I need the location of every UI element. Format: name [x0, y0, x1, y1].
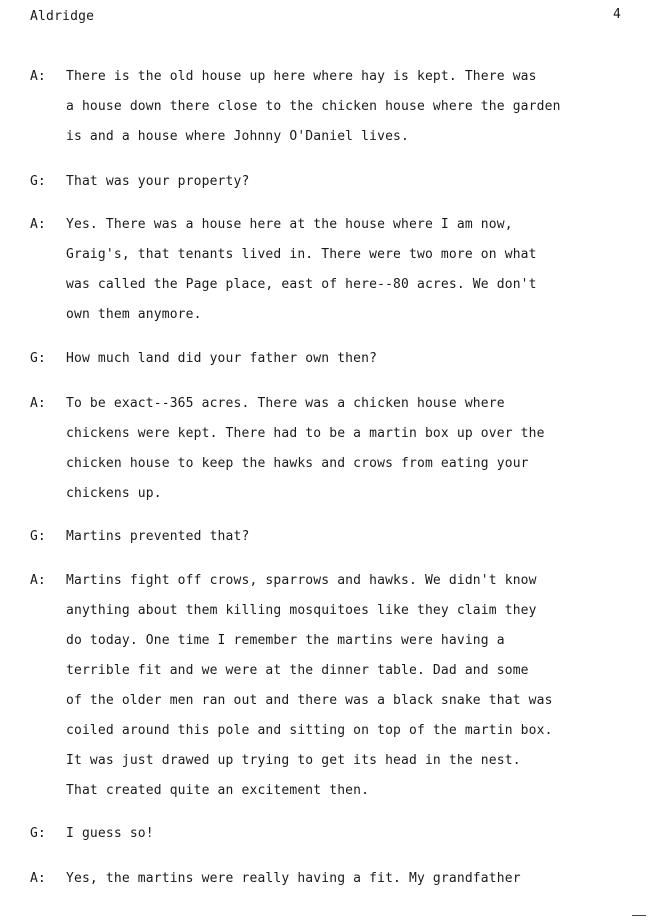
transcript-line: Martins fight off crows, sparrows and hawks. We didn't know	[66, 573, 537, 588]
transcript-line: own them anymore.	[66, 307, 202, 322]
transcript-line: Martins prevented that?	[66, 529, 250, 544]
transcript-line: Graig's, that tenants lived in. There were two more on what	[66, 247, 537, 262]
transcript-line: To be exact--365 acres. There was a chicken house where	[66, 396, 505, 411]
speaker-label: A:	[30, 871, 46, 886]
page-edge-mark	[632, 915, 646, 916]
transcript-line: How much land did your father own then?	[66, 351, 378, 366]
header-name: Aldridge	[30, 9, 95, 24]
speaker-label: A:	[30, 396, 46, 411]
speaker-label: A:	[30, 69, 46, 84]
transcript-line: terrible fit and we were at the dinner table. Dad and some	[66, 663, 529, 678]
page-number: 4	[613, 7, 621, 22]
transcript-line: a house down there close to the chicken house where the garden	[66, 99, 561, 114]
transcript-line: Yes. There was a house here at the house where I am now,	[66, 217, 513, 232]
speaker-label: A:	[30, 217, 46, 232]
transcript-line: of the older men ran out and there was a black snake that was	[66, 693, 553, 708]
transcript-line: was called the Page place, east of here--80 acres. We don't	[66, 277, 537, 292]
transcript-line: Yes, the martins were really having a fit. My grandfather	[66, 871, 521, 886]
transcript-line: chicken house to keep the hawks and crows from eating your	[66, 456, 529, 471]
transcript-line: do today. One time I remember the martins were having a	[66, 633, 505, 648]
transcript-line: That created quite an excitement then.	[66, 783, 370, 798]
transcript-line: is and a house where Johnny O'Daniel lives.	[66, 129, 409, 144]
transcript-line: anything about them killing mosquitoes like they claim they	[66, 603, 537, 618]
speaker-label: G:	[30, 529, 46, 544]
transcript-line: There is the old house up here where hay is kept. There was	[66, 69, 537, 84]
transcript-line: chickens up.	[66, 486, 162, 501]
transcript-line: It was just drawed up trying to get its head in the nest.	[66, 753, 521, 768]
speaker-label: G:	[30, 826, 46, 841]
speaker-label: A:	[30, 573, 46, 588]
speaker-label: G:	[30, 351, 46, 366]
transcript-line: I guess so!	[66, 826, 154, 841]
speaker-label: G:	[30, 174, 46, 189]
transcript-line: That was your property?	[66, 174, 250, 189]
transcript-line: coiled around this pole and sitting on top of the martin box.	[66, 723, 553, 738]
transcript-line: chickens were kept. There had to be a martin box up over the	[66, 426, 545, 441]
